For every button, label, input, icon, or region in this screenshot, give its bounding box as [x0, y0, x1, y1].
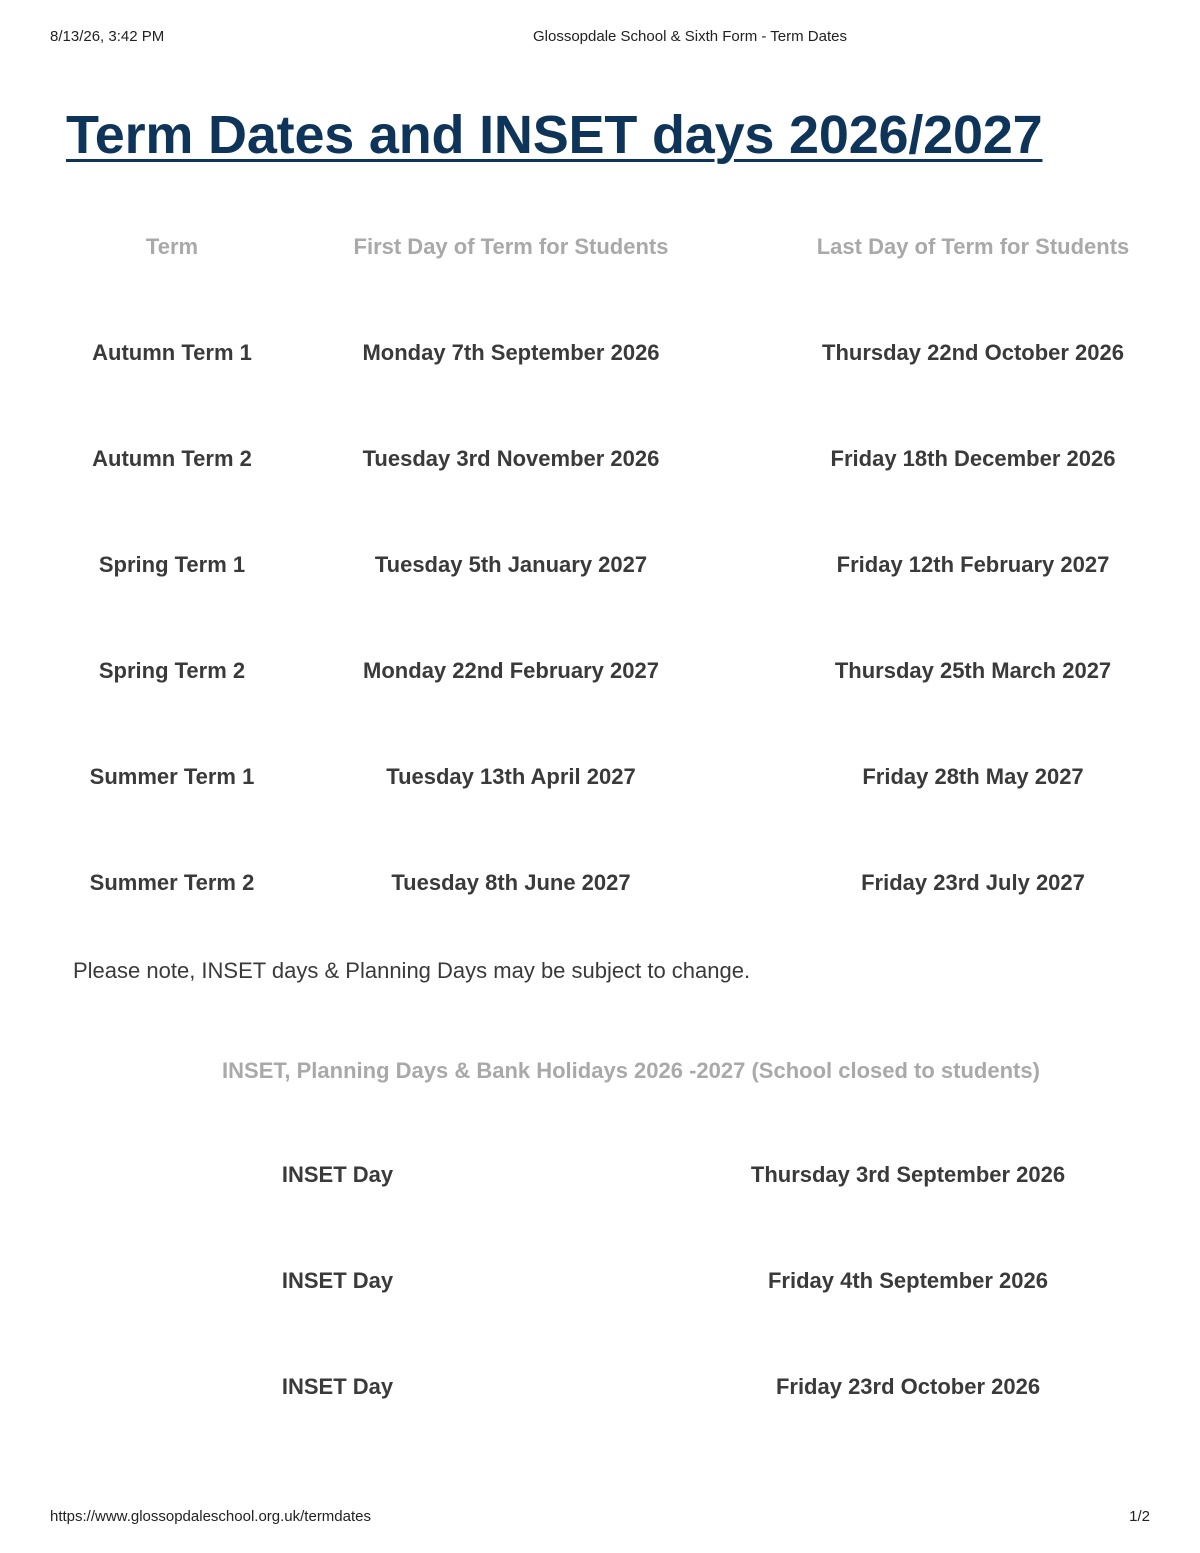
last-day: Friday 23rd July 2027 [861, 870, 1085, 895]
table-row [0, 1362, 1200, 1468]
column-header-term: Term [145, 234, 199, 259]
first-day: Tuesday 13th April 2027 [386, 764, 636, 789]
inset-day-type: INSET Day [281, 1374, 394, 1399]
term-dates-table [0, 222, 1200, 964]
table-row [0, 646, 1200, 752]
term-name: Spring Term 1 [98, 552, 246, 577]
table-row [0, 752, 1200, 858]
term-name: Summer Term 2 [89, 870, 255, 895]
print-document-title: Glossopdale School & Sixth Form - Term Dates [532, 28, 847, 45]
inset-day-type: INSET Day [281, 1268, 394, 1293]
table-row [0, 858, 1200, 964]
first-day: Monday 22nd February 2027 [363, 658, 659, 683]
print-url: https://www.glossopdaleschool.org.uk/termdates [50, 1508, 371, 1525]
table-row [0, 540, 1200, 646]
term-name: Autumn Term 2 [92, 446, 252, 471]
inset-day-date: Thursday 3rd September 2026 [750, 1162, 1066, 1187]
last-day: Friday 12th February 2027 [836, 552, 1110, 577]
first-day: Monday 7th September 2026 [362, 340, 660, 365]
change-note: Please note, INSET days & Planning Days may be subject to change. [73, 958, 751, 983]
table-header-row [0, 222, 1200, 328]
first-day: Tuesday 8th June 2027 [391, 870, 631, 895]
last-day: Friday 28th May 2027 [862, 764, 1084, 789]
term-name: Autumn Term 1 [92, 340, 252, 365]
last-day: Thursday 22nd October 2026 [822, 340, 1124, 365]
term-name: Spring Term 2 [98, 658, 246, 683]
print-header [0, 28, 1200, 48]
inset-days-table [0, 1150, 1200, 1468]
inset-heading: INSET, Planning Days & Bank Holidays 2026 -2027 (School closed to students) [222, 1058, 1040, 1083]
first-day: Tuesday 5th January 2027 [374, 552, 648, 577]
inset-day-type: INSET Day [281, 1162, 394, 1187]
inset-day-date: Friday 23rd October 2026 [775, 1374, 1041, 1399]
first-day: Tuesday 3rd November 2026 [362, 446, 660, 471]
page-title[interactable]: Term Dates and INSET days 2026/2027 [66, 105, 1043, 165]
last-day: Friday 18th December 2026 [830, 446, 1116, 471]
table-row [0, 1150, 1200, 1256]
inset-day-date: Friday 4th September 2026 [767, 1268, 1048, 1293]
table-row [0, 328, 1200, 434]
last-day: Thursday 25th March 2027 [834, 658, 1112, 683]
table-row [0, 1256, 1200, 1362]
column-header-first-day: First Day of Term for Students [353, 234, 669, 259]
term-name: Summer Term 1 [89, 764, 255, 789]
column-header-last-day: Last Day of Term for Students [816, 234, 1130, 259]
print-datetime: 8/13/26, 3:42 PM [50, 28, 165, 45]
page-number: 1/2 [1129, 1508, 1150, 1525]
table-row [0, 434, 1200, 540]
